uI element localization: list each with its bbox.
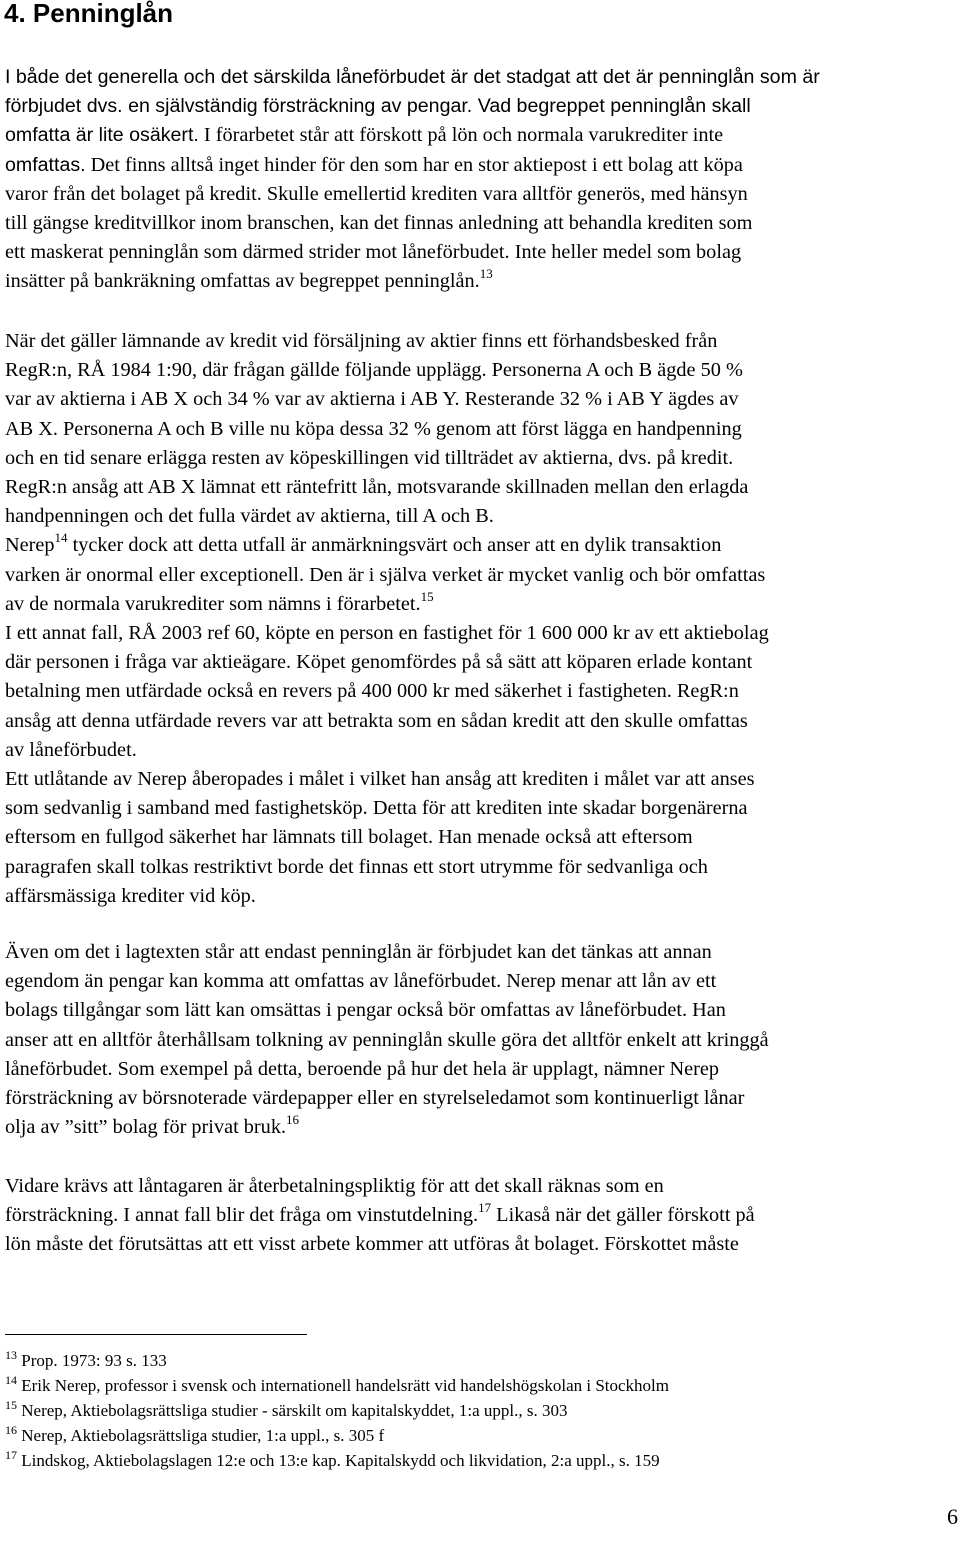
text-line: lön måste det förutsättas att ett visst arbete kommer att utföras åt bolaget. Förskottet måste [5,1233,739,1256]
footnote-16 [5,1425,384,1447]
footnote-number: 16 [5,1423,17,1437]
text-line: I förarbetet står att förskott på lön och normala varukrediter inte [198,124,724,147]
paragraph-1 [5,63,960,297]
footnote-17 [5,1450,660,1472]
text-line: När det gäller lämnande av kredit vid försäljning av aktier finns ett förhandsbesked från [5,330,718,352]
text-line: försträckning. I annat fall blir det fråga om vinstutdelning. [5,1204,479,1227]
text-line: affärsmässiga krediter vid köp. [5,884,256,907]
footnote-number: 14 [5,1373,17,1387]
text-line: försträckning av börsnoterade värdepapper eller en styrelseledamot som kontinuerligt lånar [5,1087,745,1110]
text-line: olja av ”sitt” bolag för privat bruk. [5,1116,287,1139]
text-line: ansåg att denna utfärdade revers var att betrakta som en sådan kredit att den skulle omfattas [5,709,748,732]
footnote-ref-14[interactable]: 14 [54,530,68,546]
text-line: varken är onormal eller exceptionell. Den är i själva verket är mycket vanlig och bör omfattas [5,563,766,586]
page-number: 6 [947,1504,958,1529]
footnote-text: Lindskog, Aktiebolagslagen 12:e och 13:e kap. Kapitalskydd och likvidation, 2:a uppl., s. 159 [21,1451,660,1470]
text-line: I både det generella och det särskilda låneförbudet är det stadgat att det är penninglån som är [5,66,820,88]
text-line: RegR:n, RÅ 1984 1:90, där frågan gällde följande upplägg. Personerna A och B ägde 50 % [5,359,743,382]
footnote-13 [5,1350,167,1372]
footnote-text: Prop. 1973: 93 s. 133 [21,1351,167,1370]
text-line: låneförbudet. Som exempel på detta, beroende på hur det hela är upplagt, nämner Nerep [5,1057,720,1080]
footnote-separator [5,1334,307,1335]
paragraph-4 [5,1172,960,1260]
footnote-text: Nerep, Aktiebolagsrättsliga studier - särskilt om kapitalskyddet, 1:a uppl., s. 303 [21,1401,568,1420]
footnote-ref-16[interactable]: 16 [286,1112,300,1128]
footnote-number: 15 [5,1398,17,1412]
text-line: AB X. Personerna A och B ville nu köpa dessa 32 % genom att först lägga en handpenning [5,417,742,440]
text-line: bolags tillgångar som lätt kan omsättas i pengar också bör omfattas av låneförbudet. Han [5,999,726,1022]
text-line: av de normala varukrediter som nämns i förarbetet. [5,592,421,615]
text-line: omfatta är lite osäkert. [5,124,199,147]
text-line: var av aktierna i AB X och 34 % var av aktierna i AB Y. Resterande 32 % i AB Y ägdes av [5,388,739,411]
text-line: egendom än pengar kan komma att omfattas av låneförbudet. Nerep menar att lån av ett [5,970,717,993]
footnote-ref-13[interactable]: 13 [479,266,493,282]
text-line: Likaså när det gäller förskott på [491,1204,755,1227]
text-line: RegR:n ansåg att AB X lämnat ett räntefritt lån, motsvarande skillnaden mellan den erlagda [5,476,749,499]
text-line: av låneförbudet. [5,738,137,761]
text-line: Vidare krävs att låntagaren är återbetalningspliktig för att det skall räknas som en [5,1175,664,1197]
text-line: Skulle emellertid krediten vara alltför generös, med hänsyn [261,182,748,205]
footnote-text: Erik Nerep, professor i svensk och internationell handelsrätt vid handelshögskolan i Stockholm [21,1376,670,1395]
footnote-ref-17[interactable]: 17 [478,1200,492,1216]
paragraph-3 [5,938,960,1142]
text-line: där personen i fråga var aktieägare. Köpet genomfördes på så sätt att köparen erlade kontant [5,651,753,674]
text-line: Det finns alltså inget hinder för den som har en stor aktiepost i ett bolag att köpa [85,153,743,176]
text-line: anser att en alltför återhållsam tolkning av penninglån skulle göra det alltför enkelt att kringgå [5,1028,769,1051]
paragraph-2 [5,327,960,911]
text-line: ett maskerat penninglån som därmed strider mot låneförbudet. Inte heller medel som bolag [5,241,742,264]
text-line: förbjudet dvs. en självständig försträckning av pengar. Vad begreppet penninglån skall [5,95,751,118]
text-line: som sedvanlig i samband med fastighetsköp. Detta för att krediten inte skadar borgenärerna [5,797,748,820]
footnote-text: Nerep, Aktiebolagsrättsliga studier, 1:a uppl., s. 305 f [21,1426,385,1445]
footnote-ref-15[interactable]: 15 [420,588,434,604]
text-line: insätter på bankräkning omfattas av begreppet penninglån. [5,270,480,293]
footnote-number: 17 [5,1448,17,1462]
text-line: till gängse kreditvillkor inom branschen, kan det finnas anledning att behandla krediten som [5,212,753,235]
text-line: paragrafen skall tolkas restriktivt borde det finnas ett stort utrymme för sedvanliga och [5,855,708,878]
text-line: tycker dock att detta utfall är anmärkningsvärt och anser att en dylik transaktion [67,534,722,557]
text-line: och en tid senare erlägga resten av köpeskillingen vid tillträdet av aktierna, dvs. på kredit. [5,446,734,469]
footnote-number: 13 [5,1348,17,1362]
footnote-15 [5,1400,568,1422]
footnote-14 [5,1375,669,1397]
text-line: Även om det i lagtexten står att endast penninglån är förbjudet kan det tänkas att annan [5,941,712,963]
text-line: omfattas. [5,153,86,176]
text-line: Nerep [5,534,55,557]
text-line: Ett utlåtande av Nerep åberopades i målet i vilket han ansåg att krediten i målet var att anses [5,768,755,791]
text-line: handpenningen och det fulla värdet av aktierna, till A och B. [5,505,494,528]
text-line: eftersom en fullgod säkerhet har lämnats till bolaget. Han menade också att eftersom [5,826,693,849]
text-line: betalning men utfärdade också en revers på 400 000 kr med säkerhet i fastigheten. RegR:n [5,680,739,703]
section-heading: 4. Penninglån [4,0,174,28]
text-line: varor från det bolaget på kredit. [5,182,262,205]
text-line: I ett annat fall, RÅ 2003 ref 60, köpte en person en fastighet för 1 600 000 kr av ett aktiebolag [5,622,769,645]
